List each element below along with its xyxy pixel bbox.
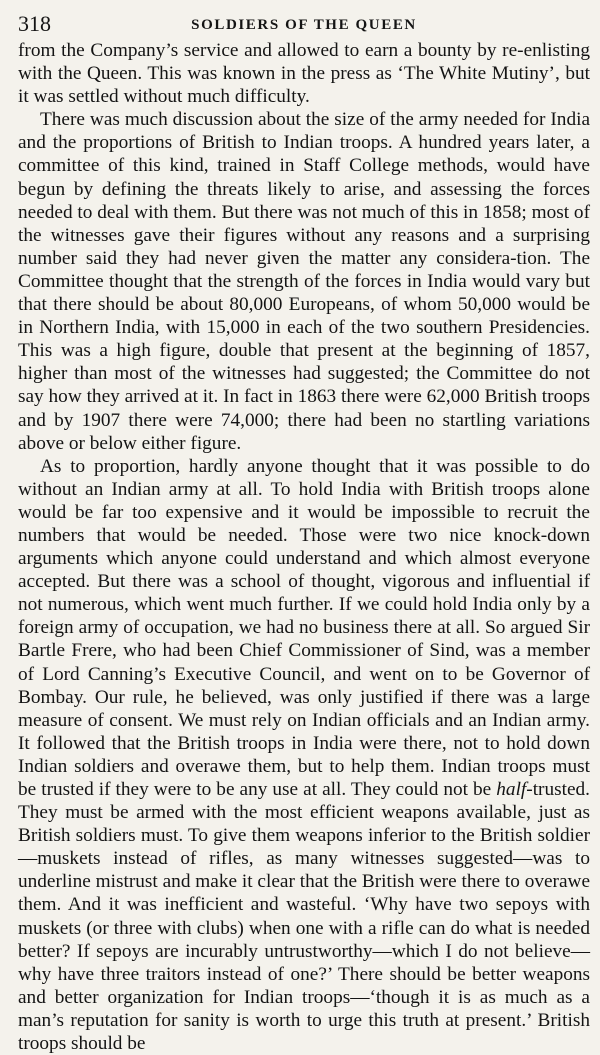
- italic-emphasis: half: [496, 779, 527, 800]
- page-number: 318: [18, 11, 51, 36]
- paragraph-3-part-1: As to proportion, hardly anyone thought that it was possible to do without an Indian army at all. To hold India with British troops alone would be far too expensive and it would be impossible to recruit the numbers that would be needed. Those were two nice knock-down arguments which anyone could understand and which almost everyone accepted. But there was a school of thought, vigorous and influential if not numerous, which went much further. If we could hold India only by a foreign army of occupation, we had no business there at all. So argued Sir Bartle Frere, who had been Chief Commissioner of Sind, was a member of Lord Canning’s Executive Council, and went on to be Governor of Bombay. Our rule, he believed, was only justified if there was a large measure of consent. We must rely on Indian officials and an Indian army. It followed that the British troops in India were there, not to hold down Indian soldiers and overawe them, but to help them. Indian troops must be trusted if they were to be any use at all. They could not be: [18, 455, 590, 800]
- running-head: SOLDIERS OF THE QUEEN: [191, 17, 417, 33]
- body-text: [18, 39, 590, 1055]
- paragraph-1: from the Company’s service and allowed to earn a bounty by re-enlisting with the Queen. This was known in the press as ‘The White Mutiny’, but it was settled without much difficulty.: [18, 40, 590, 108]
- paragraph-2: There was much discussion about the size of the army needed for India and the proportions of British to Indian troops. A hundred years later, a committee of this kind, trained in Staff College methods, would have begun by defining the threats likely to arise, and assessing the forces needed to deal with them. But there was not much of this in 1858; most of the witnesses gave their figures without any reasons and a surprising number said they had never given the matter any considera-tion. The Committee thought that the strength of the forces in India would vary but that there should be about 80,000 Europeans, of whom 50,000 would be in Northern India, with 15,000 in each of the two southern Presidencies. This was a high figure, double that present at the beginning of 1857, higher than most of the witnesses had suggested; the Committee do not say how they arrived at it. In fact in 1863 there were 62,000 British troops and by 1907 there were 74,000; there had been no startling variations above or below either figure.: [18, 109, 590, 454]
- page-header: [18, 10, 590, 38]
- paragraph-3-part-2: -trusted. They must be armed with the most efficient weapons available, just as British soldiers must. To give them weapons inferior to the British soldier—muskets instead of rifles, as many witnesses suggested—was to underline mistrust and make it clear that the British were there to overawe them. And it was inefficient and wasteful. ‘Why have two sepoys with muskets (or three with clubs) when one with a rifle can do what is needed better? If sepoys are incurably untrustworthy—which I do not believe—why have three traitors instead of one?’ There should be better weapons and better organization for Indian troops—‘though it is as much as a man’s reputation for sanity is worth to urge this truth at present.’ British troops should be: [18, 779, 590, 1055]
- paragraph-3: [18, 455, 590, 1055]
